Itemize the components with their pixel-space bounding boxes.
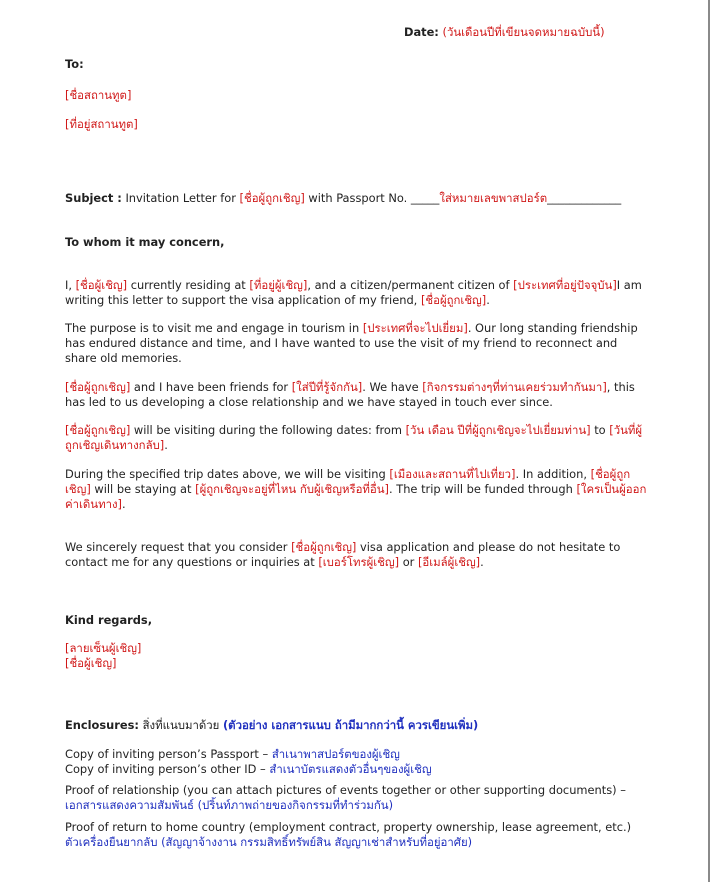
enclosure-item	[65, 747, 647, 762]
text: During the specified trip dates above, we will be visiting	[65, 467, 386, 481]
subject-passport-text: with Passport No. _____	[308, 191, 440, 205]
paragraph-3	[65, 380, 647, 410]
embassy-address: [ที่อยู่สถานทูต]	[65, 117, 138, 131]
invitee-name: [ชื่อผู้ถูกเชิญ]	[420, 293, 487, 307]
subject-blank: _____________	[547, 191, 622, 205]
text: .	[122, 497, 126, 511]
text: . In addition,	[515, 467, 587, 481]
paragraph-4	[65, 423, 647, 453]
text: . Our long standing friendship has endured distance and time, and I have wanted to use the visit of my friend to reconnect and share old memories.	[65, 321, 638, 365]
date-line	[404, 25, 605, 40]
enclosure-th: สำเนาบัตรแสดงตัวอื่นๆของผู้เชิญ	[269, 762, 432, 776]
inviter-country: [ประเทศที่อยู่ปัจจุบัน]	[513, 278, 617, 292]
enclosure-text: Proof of relationship (you can attach pictures of events together or other supporting documents) –	[65, 783, 626, 797]
inviter-address: [ที่อยู่ผู้เชิญ]	[249, 278, 308, 292]
text: . The trip will be funded through	[389, 482, 573, 496]
subject-passport: ใส่หมายเลขพาสปอร์ต	[439, 191, 548, 205]
text: .	[486, 293, 490, 307]
embassy-name: [ชื่อสถานทูต]	[65, 88, 132, 102]
salutation: To whom it may concern,	[65, 235, 225, 249]
friendship-years: [ใส่ปีที่รู้จักกัน]	[291, 380, 363, 394]
text: . We have	[362, 380, 419, 394]
invitee-name: [ชื่อผู้ถูกเชิญ]	[65, 380, 131, 394]
to-label: To:	[65, 57, 84, 71]
enclosure-th: ตัวเครื่องยืนยากลับ (สัญญาจ้างงาน กรรมสิทธิ์ทรัพย์สิน สัญญาเช่าสำหรับที่อยู่อาศัย)	[65, 835, 473, 849]
visit-to-date: [วันที่ผู้ถูกเชิญเดินทางกลับ]	[65, 423, 643, 452]
subject-line	[65, 191, 647, 206]
subject-invitee: [ชื่อผู้ถูกเชิญ]	[239, 191, 305, 205]
stay-location: [ผู้ถูกเชิญจะอยู่ที่ไหน กับผู้เชิญหรือที่อื่น]	[195, 482, 390, 496]
enclosure-item	[65, 762, 647, 777]
invitee-name: [ชื่อผู้ถูกเชิญ]	[65, 423, 131, 437]
enclosure-text: Copy of inviting person’s Passport –	[65, 747, 269, 761]
text: , this has led to us developing a close relationship and we have stayed in touch ever since.	[65, 380, 635, 409]
enclosure-item	[65, 820, 647, 850]
shared-activities: [กิจกรรมต่างๆที่ท่านเคยร่วมทำกันมา]	[422, 380, 607, 394]
text: currently residing at	[130, 278, 246, 292]
enclosures-hint: (ตัวอย่าง เอกสารแนบ ถ้ามีมากกว่านี้ ควรเขียนเพิ่ม)	[222, 718, 479, 732]
text: , and a citizen/permanent citizen of	[307, 278, 510, 292]
paragraph-5	[65, 467, 647, 512]
inviter-name: [ชื่อผู้เชิญ]	[75, 278, 128, 292]
text: The purpose is to visit me and engage in tourism in	[65, 321, 360, 335]
text: We sincerely request that you consider	[65, 540, 288, 554]
enclosures-label: Enclosures:	[65, 718, 139, 732]
subject-text: Invitation Letter for	[125, 191, 236, 205]
text: to	[594, 423, 606, 437]
text: I,	[65, 278, 72, 292]
trip-funder: [ใครเป็นผู้ออกค่าเดินทาง]	[65, 482, 647, 511]
text: .	[164, 438, 168, 452]
paragraph-6	[65, 540, 647, 570]
text: will be visiting during the following dates: from	[133, 423, 402, 437]
visit-country: [ประเทศที่จะไปเยี่ยม]	[362, 321, 468, 335]
paragraph-1	[65, 278, 647, 308]
enclosure-item	[65, 783, 647, 813]
text: or	[402, 555, 415, 569]
inviter-phone: [เบอร์โทรผู้เชิญ]	[318, 555, 400, 569]
enclosures-heading	[65, 718, 647, 733]
closing: Kind regards,	[65, 613, 153, 627]
text: .	[480, 555, 484, 569]
visit-places: [เมืองและสถานที่ไปเที่ยว]	[389, 467, 516, 481]
enclosure-th: เอกสารแสดงความสัมพันธ์ (ปริ้นท์ภาพถ่ายของกิจกรรมที่ทำร่วมกัน)	[65, 798, 394, 812]
signer-name: [ชื่อผู้เชิญ]	[65, 656, 117, 670]
text: will be staying at	[94, 482, 192, 496]
enclosure-text: Copy of inviting person’s other ID –	[65, 762, 266, 776]
signature-placeholder: [ลายเซ็นผู้เชิญ]	[65, 641, 142, 655]
enclosures-note: สิ่งที่แนบมาด้วย	[142, 718, 220, 732]
invitee-name: [ชื่อผู้ถูกเชิญ]	[65, 467, 631, 496]
subject-label: Subject :	[65, 191, 122, 205]
text: I am writing this letter to support the visa application of my friend,	[65, 278, 642, 307]
date-label: Date:	[404, 25, 439, 39]
date-placeholder: (วันเดือนปีที่เขียนจดหมายฉบับนี้)	[442, 25, 605, 39]
enclosure-text: Proof of return to home country (employment contract, property ownership, lease agreement, etc.)	[65, 820, 632, 834]
invitee-name: [ชื่อผู้ถูกเชิญ]	[291, 540, 357, 554]
text: and I have been friends for	[133, 380, 289, 394]
paragraph-2	[65, 321, 647, 366]
text: visa application and please do not hesitate to contact me for any questions or inquiries at	[65, 540, 621, 569]
visit-from-date: [วัน เดือน ปีที่ผู้ถูกเชิญจะไปเยี่ยมท่าน]	[405, 423, 591, 437]
inviter-email: [อีเมล์ผู้เชิญ]	[417, 555, 481, 569]
enclosure-th: สำเนาพาสปอร์ตของผู้เชิญ	[271, 747, 400, 761]
